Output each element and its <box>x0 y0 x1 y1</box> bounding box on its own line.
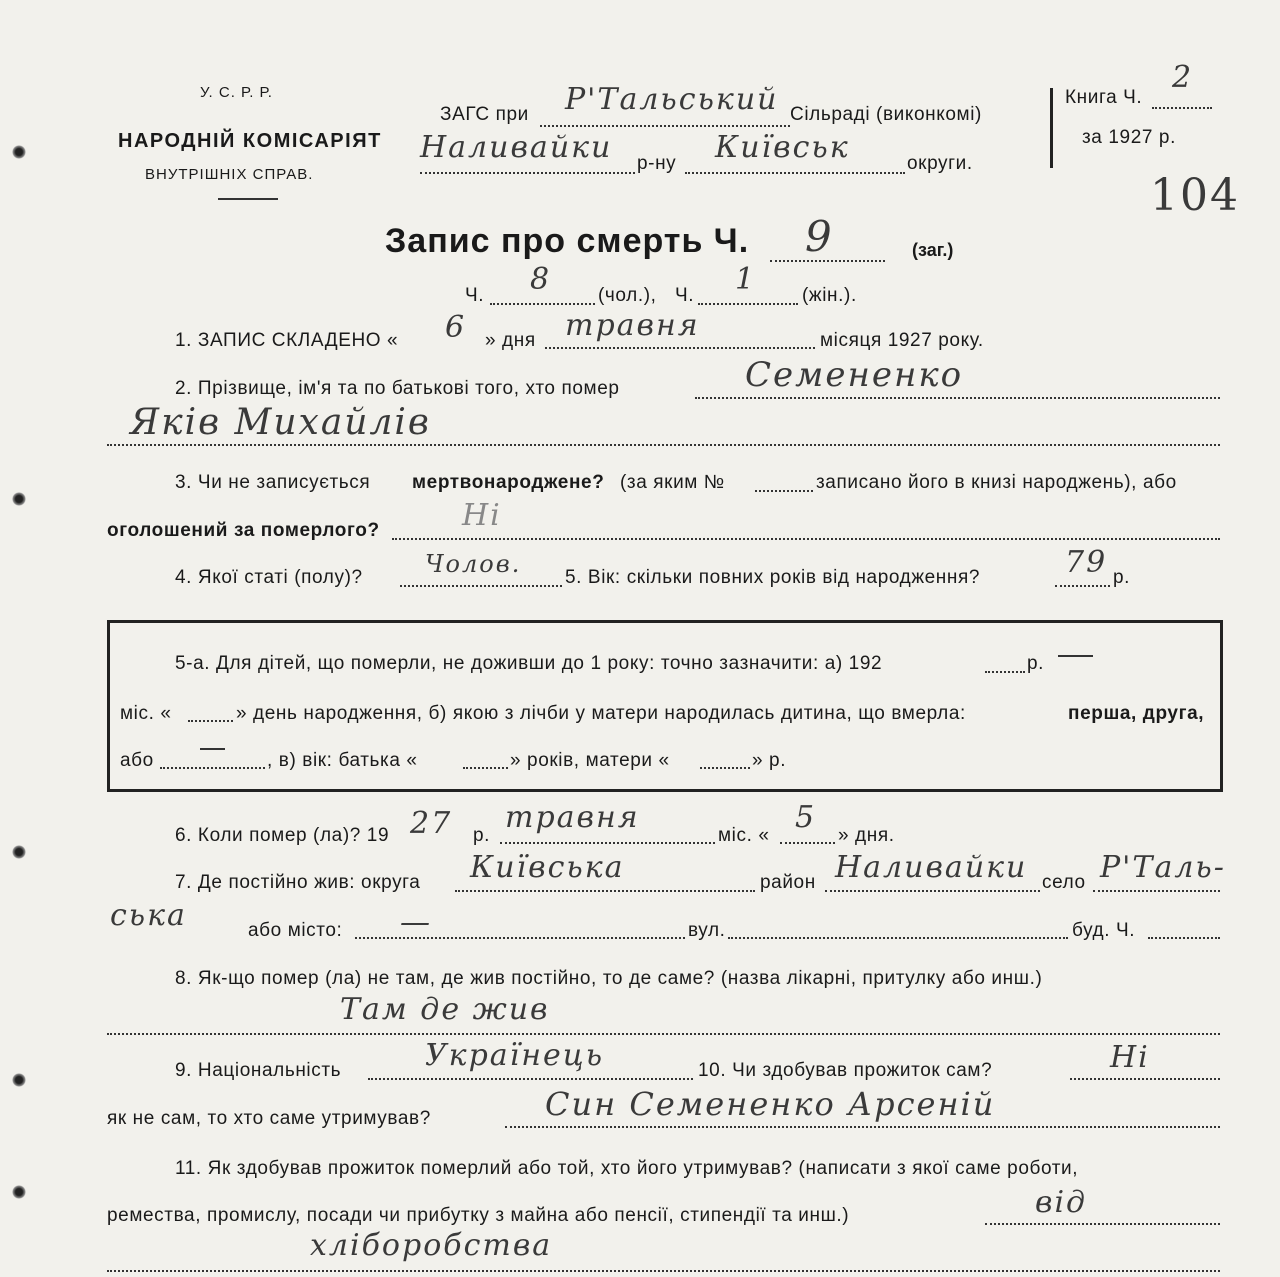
field2-label: 2. Прізвище, ім'я та по батькові того, хто помер <box>175 378 620 399</box>
field3-handwritten: Нi <box>462 498 502 533</box>
field2-name-line <box>107 444 1220 446</box>
field5a-rokiv: » років, матери « <box>510 750 670 771</box>
field10-handwritten: Нi <box>1110 1040 1150 1075</box>
field10b-line <box>505 1126 1220 1128</box>
field6-end: » дня. <box>838 825 895 846</box>
district-fill-line <box>420 172 635 174</box>
punch-hole-5 <box>12 1185 26 1199</box>
field5a-birth-order: перша, друга, <box>1068 703 1205 724</box>
field5a-father-line <box>463 767 508 769</box>
field5a-line1: 5-а. Для дітей, що померли, не доживши до 1 року: точно зазначити: а) 192 <box>175 653 883 674</box>
okrug-fill-line <box>685 172 905 174</box>
field7-okrug-line <box>455 890 755 892</box>
field6-day-line <box>780 842 835 844</box>
field7-rayon-handwritten: Наливайки <box>835 850 1028 885</box>
field5a-abo: або <box>120 750 154 771</box>
book-box-border <box>1050 88 1053 168</box>
field11-line2: ремества, промислу, посади чи прибутку з майна або пенсії, стипендії та инш.) <box>107 1205 850 1226</box>
district-label: р-ну <box>637 153 677 174</box>
field7-rayon-line <box>825 890 1040 892</box>
field7-misto-handwritten: — <box>400 905 432 940</box>
record-title: Запис про смерть Ч. <box>385 222 750 260</box>
field5a-mother-line <box>700 767 750 769</box>
female-count-handwritten: 1 <box>735 262 757 297</box>
field6-r: р. <box>473 825 491 846</box>
header-divider <box>218 198 278 200</box>
field2-name-handwritten: Якiв Михайлiв <box>130 402 431 443</box>
field5a-line2: » день народження, б) якою з лічби у матери народилась дитина, що вмерла: <box>236 703 966 724</box>
field2-surname-handwritten: Семененко <box>745 355 964 395</box>
zags-suffix: Сільраді (виконкомі) <box>790 104 982 125</box>
field8-label: 8. Як-що помер (ла) не там, де жив постійно, то де саме? (назва лікарні, притулку або инш.) <box>175 968 1043 989</box>
female-count-line <box>698 303 798 305</box>
field6-day-handwritten: 5 <box>795 800 817 835</box>
field6-month-line <box>500 842 715 844</box>
field7-misto: або місто: <box>248 920 343 941</box>
field5-handwritten: 79 <box>1065 545 1108 580</box>
field7-bud: буд. Ч. <box>1072 920 1136 941</box>
zags-fill-line <box>540 125 790 127</box>
book-number-handwritten: 2 <box>1172 60 1194 95</box>
female-label: (жін.). <box>802 285 857 306</box>
field7-selo: село <box>1042 872 1086 893</box>
field5a-dash-1 <box>1058 655 1093 657</box>
field7-selo-handwritten-cont: ська <box>110 898 187 933</box>
field5a-r: р. <box>1027 653 1045 674</box>
field3-stillborn: мертвонароджене? <box>412 472 605 493</box>
field6-month-handwritten: травня <box>505 800 640 835</box>
field8-handwritten: Там де жив <box>340 992 550 1027</box>
field3-number-line <box>755 490 813 492</box>
field4-label: 4. Якої статі (полу)? <box>175 567 363 588</box>
field6-prefix: 6. Коли помер (ла)? 19 <box>175 825 390 846</box>
male-count-line <box>490 303 595 305</box>
field4-line <box>400 585 562 587</box>
field7-okrug-handwritten: Київська <box>470 850 625 885</box>
internal-affairs-label: ВНУТРІШНІХ СПРАВ. <box>145 166 314 183</box>
field5a-mis: міс. « <box>120 703 172 724</box>
male-ch-label: Ч. <box>465 285 485 306</box>
field10b-handwritten: Син Семененко Арсеній <box>545 1085 996 1123</box>
ussr-label: У. С. Р. Р. <box>200 84 273 101</box>
field3-text-a: 3. Чи не записується <box>175 472 371 493</box>
field1-prefix: 1. ЗАПИС СКЛАДЕНО « <box>175 330 399 351</box>
zags-village-handwritten: Р'Тальський <box>565 82 779 117</box>
punch-hole-2 <box>12 492 26 506</box>
field5a-day-line <box>188 720 233 722</box>
field11-handwritten: від <box>1035 1185 1088 1220</box>
field1-day-handwritten: 6 <box>445 310 467 345</box>
folio-number-handwritten: 104 <box>1150 170 1240 221</box>
field9-label: 9. Національність <box>175 1060 342 1081</box>
field7-bud-line <box>1148 937 1220 939</box>
field11-line-2 <box>107 1270 1220 1272</box>
field5a-line3: , в) вік: батька « <box>267 750 418 771</box>
field5a-year-line <box>985 671 1025 673</box>
record-number-handwritten: 9 <box>805 212 834 261</box>
field8-line <box>107 1033 1220 1035</box>
female-ch-label: Ч. <box>675 285 695 306</box>
field7-prefix: 7. Де постійно жив: округа <box>175 872 421 893</box>
field11-line <box>985 1223 1220 1225</box>
okrug-handwritten: Київськ <box>715 130 850 165</box>
field5a-end: » р. <box>752 750 787 771</box>
punch-hole-1 <box>12 145 26 159</box>
field10b-label: як не сам, то хто саме утримував? <box>107 1108 431 1129</box>
field3-text-c: записано його в книзі народжень), або <box>816 472 1177 493</box>
field10-label: 10. Чи здобував прожиток сам? <box>698 1060 993 1081</box>
field5-suffix: р. <box>1113 567 1131 588</box>
field1-month-handwritten: травня <box>565 308 700 343</box>
field7-vul-line <box>728 937 1068 939</box>
book-label: Книга Ч. <box>1065 87 1143 108</box>
field7-selo-line <box>1093 890 1220 892</box>
field3-declared-dead: оголошений за померлого? <box>107 520 380 541</box>
field10-line <box>1070 1078 1220 1080</box>
field7-rayon: район <box>760 872 816 893</box>
punch-hole-3 <box>12 845 26 859</box>
field5-label: 5. Вік: скільки повних років від народження? <box>565 567 981 588</box>
record-suffix: (заг.) <box>912 240 954 260</box>
field5-line <box>1055 585 1110 587</box>
field7-selo-handwritten: Р'Таль- <box>1100 850 1226 885</box>
field6-mis: міс. « <box>718 825 770 846</box>
field1-mid: » дня <box>485 330 536 351</box>
male-count-handwritten: 8 <box>530 262 552 297</box>
field7-vul: вул. <box>688 920 726 941</box>
field11-handwritten-2: хлiборобства <box>310 1228 553 1263</box>
district-handwritten: Наливайки <box>420 130 613 165</box>
field1-month-line <box>545 347 815 349</box>
commissariat-title: НАРОДНІЙ КОМІСАРІЯТ <box>118 130 382 152</box>
field1-suffix: місяця 1927 року. <box>820 330 984 351</box>
field9-line <box>368 1078 693 1080</box>
field3-text-b: (за яким № <box>620 472 725 493</box>
book-number-line <box>1152 107 1212 109</box>
field5a-dash-2 <box>200 748 225 750</box>
zags-prefix: ЗАГС при <box>440 104 529 125</box>
field3-declared-line <box>392 538 1220 540</box>
field11-label: 11. Як здобував прожиток померлий або той, хто його утримував? (написати з якої саме роботи, <box>175 1158 1079 1179</box>
male-label: (чол.), <box>598 285 657 306</box>
field4-handwritten: Чолов. <box>425 550 522 578</box>
field5a-other-line <box>160 767 265 769</box>
book-year: за 1927 р. <box>1082 127 1176 148</box>
field9-handwritten: Українець <box>425 1038 605 1073</box>
field2-surname-line <box>695 397 1220 399</box>
field6-year-handwritten: 27 <box>410 806 453 841</box>
okrug-label: округи. <box>907 153 973 174</box>
punch-hole-4 <box>12 1073 26 1087</box>
